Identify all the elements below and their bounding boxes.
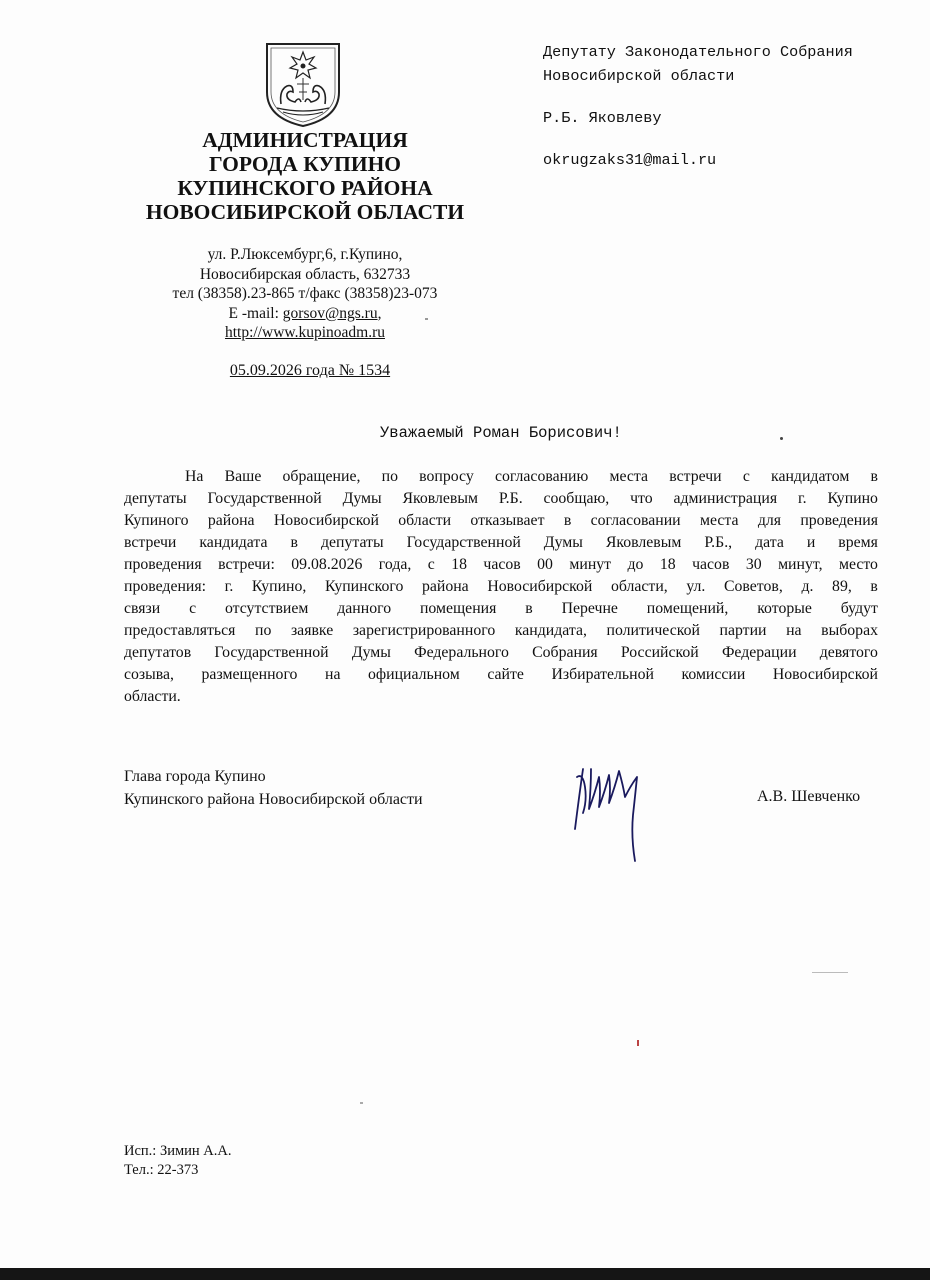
org-line: АДМИНИСТРАЦИЯ xyxy=(202,128,408,152)
executor-phone: Тел.: 22-373 xyxy=(124,1162,199,1178)
body-word: проведения xyxy=(800,512,878,529)
executor-name: Исп.: Зимин А.А. xyxy=(124,1143,232,1159)
body-word: сайте xyxy=(487,666,524,683)
body-word: кандидата xyxy=(199,534,268,551)
body-word: и xyxy=(806,534,816,551)
body-word: официальном xyxy=(368,666,460,683)
body-word: места xyxy=(699,512,739,529)
website-line xyxy=(130,323,480,343)
body-word: обращение, xyxy=(282,468,361,485)
body-word: депутаты xyxy=(320,534,384,551)
body-word: г. xyxy=(797,490,807,507)
body-line xyxy=(124,532,878,554)
body-word: д. xyxy=(801,578,814,595)
body-word: района xyxy=(207,512,255,529)
signer-name: А.В. Шевченко xyxy=(757,788,861,805)
body-word: отказывает xyxy=(470,512,545,529)
body-word: Купинского xyxy=(324,578,404,595)
scan-bottom-edge xyxy=(0,1268,930,1280)
position-line: Купинского района Новосибирской области xyxy=(124,791,423,808)
body-word: места xyxy=(609,468,649,485)
body-word: Избирательной xyxy=(551,666,654,683)
body-line: области. xyxy=(124,688,181,705)
body-word: 09.08.2026 xyxy=(291,556,363,573)
body-word: Ваше xyxy=(224,468,262,485)
body-word: сообщаю, xyxy=(543,490,610,507)
body-word: 89, xyxy=(832,578,852,595)
org-line: НОВОСИБИРСКОЙ ОБЛАСТИ xyxy=(145,200,465,224)
body-word: связи xyxy=(124,600,161,617)
body-word: кандидата, xyxy=(514,622,587,639)
body-word: которые xyxy=(757,600,812,617)
body-word: помещения xyxy=(419,600,497,617)
body-word: часов xyxy=(692,556,730,573)
recipient-block xyxy=(543,40,913,172)
body-word: депутатов xyxy=(124,644,192,661)
body-word: проведения: xyxy=(124,578,207,595)
body-word: созыва, xyxy=(124,666,174,683)
body-word: 00 xyxy=(537,556,553,573)
body-word: с xyxy=(742,468,750,485)
body-word: зарегистрированного xyxy=(352,622,496,639)
body-word: Думы xyxy=(342,490,382,507)
body-word: Федерального xyxy=(414,644,509,661)
body-line xyxy=(124,466,878,488)
salutation: Уважаемый Роман Борисович! xyxy=(380,424,622,442)
body-word: г. xyxy=(224,578,234,595)
recipient-region: Новосибирской области xyxy=(543,67,735,85)
body-word: время xyxy=(838,534,878,551)
body-word: Р.Б., xyxy=(704,534,733,551)
body-word: 30 xyxy=(745,556,762,573)
body-word: партии xyxy=(719,622,767,639)
executor-block xyxy=(124,1142,231,1180)
body-word: по xyxy=(254,622,272,639)
body-word: до xyxy=(627,556,644,573)
body-word: по xyxy=(381,468,398,485)
org-line: КУПИНСКОГО РАЙОНА xyxy=(177,176,433,200)
body-word: ул. xyxy=(686,578,706,595)
scan-artifact xyxy=(425,318,428,320)
website-link[interactable]: http://www.kupinoadm.ru xyxy=(224,324,385,341)
email-suffix: , xyxy=(377,304,382,322)
body-word: для xyxy=(757,512,781,529)
body-word: встречи: xyxy=(218,556,275,573)
body-word: встречи xyxy=(669,468,722,485)
body-word: Новосибирской xyxy=(487,578,593,595)
body-line xyxy=(124,664,878,686)
body-line xyxy=(124,576,878,598)
body-word: Купино, xyxy=(251,578,307,595)
body-word: Перечне xyxy=(561,600,618,617)
letter-body xyxy=(124,466,878,708)
body-word: в xyxy=(870,578,878,595)
scan-artifact xyxy=(637,1040,639,1046)
body-word: На xyxy=(185,468,204,485)
body-word: Государственной xyxy=(207,490,322,507)
street-address: ул. Р.Люксембург,6, г.Купино, xyxy=(207,246,403,263)
body-word: на xyxy=(786,622,802,639)
org-address xyxy=(130,245,480,343)
body-word: отсутствием xyxy=(224,600,309,617)
body-word: минут xyxy=(569,556,612,573)
coat-of-arms-icon xyxy=(261,40,345,128)
org-email-link[interactable]: gorsov@ngs.ru xyxy=(282,304,378,322)
body-word: администрация xyxy=(673,490,778,507)
body-word: на xyxy=(324,666,341,683)
body-word: комиссии xyxy=(681,666,746,683)
body-word: размещенного xyxy=(201,666,298,683)
region-address: Новосибирская область, 632733 xyxy=(199,265,411,283)
body-word: области, xyxy=(610,578,668,595)
phone-fax: тел (38358).23-865 т/факс (38358)23-073 xyxy=(172,285,438,302)
body-word: кандидатом xyxy=(771,468,850,485)
body-word: помещений, xyxy=(646,600,729,617)
body-word: политической xyxy=(606,622,700,639)
body-word: Государственной xyxy=(406,534,521,551)
body-word: в xyxy=(525,600,533,617)
body-word: в xyxy=(563,512,572,529)
body-line xyxy=(124,510,878,532)
email-label: Е -mail: xyxy=(228,304,283,322)
body-word: с xyxy=(427,556,435,573)
body-word: заявке xyxy=(290,622,334,639)
body-word: вопросу xyxy=(419,468,474,485)
scan-speck xyxy=(780,437,783,440)
body-word: Новосибирской xyxy=(273,512,379,529)
body-word: Федерации xyxy=(721,644,797,661)
body-word: проведения xyxy=(124,556,202,573)
body-word: Думы xyxy=(351,644,391,661)
body-word: данного xyxy=(337,600,392,617)
signer-position xyxy=(124,765,423,811)
body-word: часов xyxy=(483,556,521,573)
body-word: области xyxy=(398,512,452,529)
handwritten-signature xyxy=(565,757,655,865)
body-word: встречи xyxy=(124,534,177,551)
body-word: согласовании xyxy=(590,512,681,529)
body-word: место xyxy=(838,556,878,573)
body-word: Российской xyxy=(620,644,699,661)
email-line xyxy=(130,304,480,324)
body-word: Р.Б. xyxy=(498,490,523,507)
body-line xyxy=(124,642,878,664)
body-word: Купиного xyxy=(124,512,189,529)
recipient-email: okrugzaks31@mail.ru xyxy=(543,151,717,169)
body-line xyxy=(124,598,878,620)
body-word: Советов, xyxy=(724,578,783,595)
body-word: в xyxy=(290,534,298,551)
body-word: Собрания xyxy=(532,644,598,661)
scan-artifact xyxy=(360,1102,363,1104)
recipient-title: Депутату Законодательного Собрания xyxy=(543,43,853,61)
body-line xyxy=(124,620,878,642)
body-word: согласованию xyxy=(494,468,589,485)
body-line xyxy=(124,488,878,510)
body-word: в xyxy=(870,468,878,485)
document-number: 05.09.2026 года № 1534 xyxy=(229,362,391,379)
body-word: Яковлевым xyxy=(402,490,479,507)
body-word: минут, xyxy=(778,556,823,573)
body-word: выборах xyxy=(821,622,878,639)
org-line: ГОРОДА КУПИНО xyxy=(208,152,402,176)
scan-artifact xyxy=(812,972,848,973)
body-word: девятого xyxy=(819,644,878,661)
recipient-name: Р.Б. Яковлеву xyxy=(543,109,662,127)
body-word: Новосибирской xyxy=(772,666,878,683)
body-word: Думы xyxy=(543,534,583,551)
body-word: района xyxy=(421,578,469,595)
body-word: что xyxy=(630,490,653,507)
organization-name xyxy=(120,128,490,224)
body-word: Купино xyxy=(827,490,878,507)
body-word: 18 xyxy=(451,556,467,573)
body-word: предоставляться xyxy=(124,622,236,639)
body-word: Государственной xyxy=(214,644,329,661)
position-line: Глава города Купино xyxy=(124,768,266,785)
body-word: будут xyxy=(840,600,878,617)
body-word: года, xyxy=(378,556,412,573)
body-line xyxy=(124,554,878,576)
body-word: Яковлевым xyxy=(605,534,682,551)
body-word: дата xyxy=(755,534,784,551)
body-word: с xyxy=(189,600,197,617)
body-word: 18 xyxy=(659,556,676,573)
body-word: депутаты xyxy=(124,490,187,507)
